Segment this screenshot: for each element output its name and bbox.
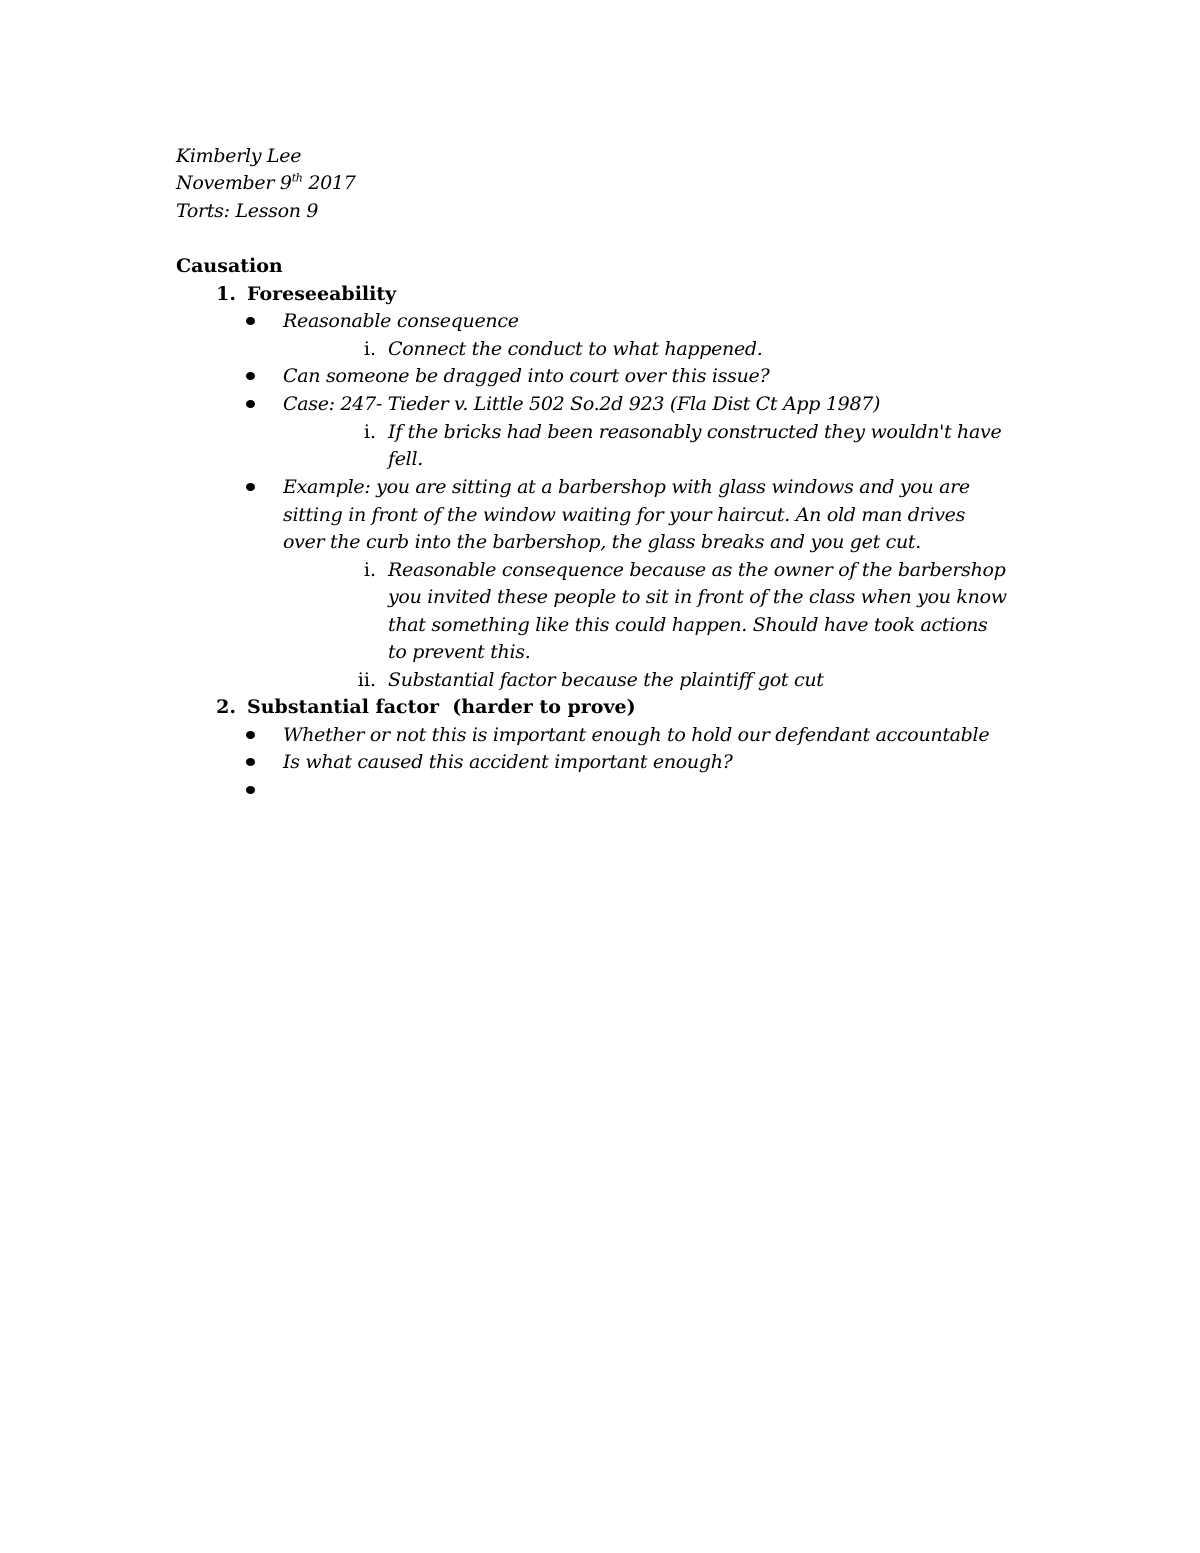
document-date xyxy=(176,170,356,197)
date-year: 2017 xyxy=(302,172,356,194)
sub-item-continued: fell. xyxy=(388,448,423,470)
page-heading: Causation xyxy=(176,255,283,277)
sub-item-marker: i. xyxy=(363,559,376,581)
list-item: Whether or not this is important enough to hold our defendant accountable xyxy=(283,724,990,746)
list-item-continued: sitting in front of the window waiting for your haircut. An old man drives xyxy=(283,504,966,526)
sub-item: Reasonable consequence because as the owner of the barbershop xyxy=(388,559,1006,581)
sub-item-continued: you invited these people to sit in front of the class when you know xyxy=(388,586,1007,608)
list-item: Case: 247- Tieder v. Little 502 So.2d 923 (Fla Dist Ct App 1987) xyxy=(283,393,881,415)
section-number: 2. xyxy=(216,696,236,718)
sub-item: If the bricks had been reasonably constructed they wouldn't have xyxy=(388,421,1002,443)
bullet-icon xyxy=(246,317,255,325)
bullet-icon xyxy=(246,758,255,766)
list-item: Is what caused this accident important enough? xyxy=(283,751,733,773)
date-month-day: November 9 xyxy=(176,172,292,194)
bullet-icon xyxy=(246,483,255,491)
bullet-icon xyxy=(246,731,255,739)
course-title: Torts: Lesson 9 xyxy=(176,200,319,222)
sub-item-continued: that something like this could happen. Should have took actions xyxy=(388,614,988,636)
bullet-icon xyxy=(246,786,255,794)
sub-item-marker: i. xyxy=(363,421,376,443)
list-item-continued: over the curb into the barbershop, the glass breaks and you get cut. xyxy=(283,531,922,553)
author-name: Kimberly Lee xyxy=(176,145,302,167)
section-title: Substantial factor (harder to prove) xyxy=(247,696,636,718)
date-suffix: th xyxy=(291,171,303,185)
section-number: 1. xyxy=(216,283,236,305)
sub-item: Substantial factor because the plaintiff got cut xyxy=(388,669,824,691)
sub-item-marker: i. xyxy=(363,338,376,360)
bullet-icon xyxy=(246,400,255,408)
bullet-icon xyxy=(246,372,255,380)
list-item: Can someone be dragged into court over this issue? xyxy=(283,365,770,387)
list-item: Reasonable consequence xyxy=(283,310,519,332)
sub-item: Connect the conduct to what happened. xyxy=(388,338,763,360)
sub-item-continued: to prevent this. xyxy=(388,641,531,663)
sub-item-marker: ii. xyxy=(357,669,376,691)
section-title: Foreseeability xyxy=(247,283,397,305)
list-item: Example: you are sitting at a barbershop with glass windows and you are xyxy=(283,476,970,498)
